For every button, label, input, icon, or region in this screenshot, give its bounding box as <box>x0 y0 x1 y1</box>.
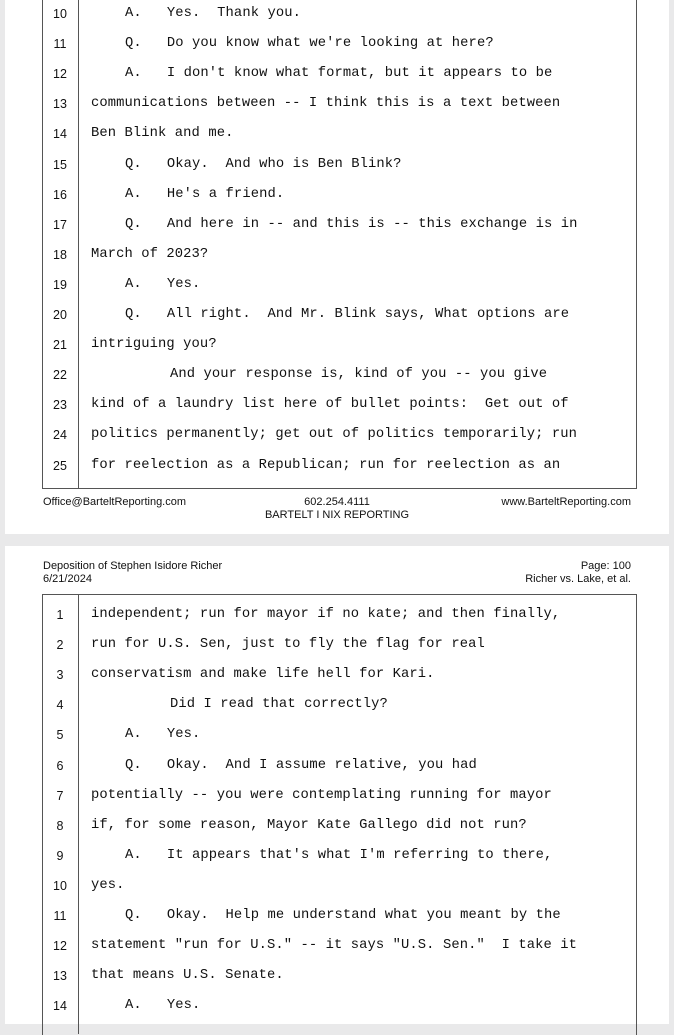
page-header <box>5 560 669 588</box>
line-number: 10 <box>53 7 67 21</box>
line-number: 4 <box>56 698 64 713</box>
line-text: And your response is, kind of you -- you give <box>170 367 548 383</box>
line-number: 7 <box>56 788 64 803</box>
transcript-line <box>5 212 669 242</box>
line-text: that means U.S. Senate. <box>91 968 284 984</box>
line-text: if, for some reason, Mayor Kate Gallego did not run? <box>91 817 527 833</box>
line-text: Q. Okay. And I assume relative, you had <box>125 757 477 773</box>
transcript-line <box>5 453 669 483</box>
transcript-line <box>5 993 669 1023</box>
line-number: 5 <box>56 728 64 743</box>
deposition-title: Deposition of Stephen Isidore Richer <box>43 560 223 572</box>
case-name: Richer vs. Lake, et al. <box>525 572 631 585</box>
line-number: 21 <box>53 338 67 353</box>
line-text: Q. Okay. Help me understand what you meant by the <box>125 908 561 923</box>
transcript-line <box>5 783 669 813</box>
line-text: run for U.S. Sen, just to fly the flag for real <box>91 637 485 653</box>
transcript-line <box>5 963 669 993</box>
transcript-line <box>5 422 669 452</box>
line-number: 2 <box>56 638 64 653</box>
line-text: yes. <box>91 877 125 893</box>
line-number: 25 <box>53 458 67 473</box>
deposition-date: 6/21/2024 <box>43 572 92 585</box>
transcript-line <box>5 632 669 662</box>
transcript-line <box>5 91 669 121</box>
footer-phone: 602.254.4111 <box>304 496 370 508</box>
line-number: 9 <box>56 848 64 863</box>
transcript-line <box>5 121 669 151</box>
page-footer <box>5 494 669 524</box>
line-text: kind of a laundry list here of bullet points: Get out of <box>91 397 569 413</box>
transcript-line <box>5 722 669 752</box>
transcript-page-2 <box>5 546 669 1024</box>
transcript-line <box>5 843 669 873</box>
line-text: conservatism and make life hell for Kari. <box>91 667 435 683</box>
transcript-line <box>5 272 669 302</box>
transcript-line <box>5 182 669 212</box>
transcript-line <box>5 933 669 963</box>
transcript-line <box>5 602 669 632</box>
line-number: 12 <box>53 67 67 82</box>
line-number: 11 <box>53 37 67 52</box>
transcript-line <box>5 662 669 692</box>
footer-website: www.BarteltReporting.com <box>501 496 631 508</box>
line-text: independent; run for mayor if no kate; and then finally, <box>91 607 561 622</box>
line-number: 11 <box>53 909 67 923</box>
line-text: politics permanently; get out of politics temporarily; run <box>91 427 578 443</box>
line-text: Q. And here in -- and this is -- this exchange is in <box>125 216 578 232</box>
footer-email: Office@BarteltReporting.com <box>43 496 187 508</box>
line-number: 20 <box>53 308 67 322</box>
line-text: for reelection as a Republican; run for reelection as an <box>91 457 561 473</box>
line-number: 13 <box>53 97 67 112</box>
line-number: 3 <box>56 668 64 683</box>
line-number: 14 <box>53 127 67 142</box>
header-left <box>43 560 222 585</box>
line-text: A. I don't know what format, but it appears to be <box>125 66 553 82</box>
header-right <box>525 560 631 585</box>
line-number: 24 <box>53 428 67 443</box>
transcript-line <box>5 31 669 61</box>
transcript-line <box>5 61 669 91</box>
transcript-line <box>5 873 669 903</box>
transcript-line <box>5 152 669 182</box>
line-text: A. It appears that's what I'm referring to there, <box>125 847 553 863</box>
transcript-line <box>5 302 669 332</box>
line-text: A. Yes. <box>125 998 201 1014</box>
line-number: 22 <box>53 368 67 383</box>
line-text: A. Yes. <box>125 276 201 292</box>
transcript-line <box>5 813 669 843</box>
transcript-line <box>5 362 669 392</box>
line-number: 17 <box>53 217 67 232</box>
transcript-line <box>5 392 669 422</box>
line-text: intriguing you? <box>91 337 217 353</box>
line-number: 1 <box>56 608 64 622</box>
line-number: 23 <box>53 398 67 413</box>
footer-company: BARTELT I NIX REPORTING <box>264 509 410 521</box>
line-number: 13 <box>53 969 67 984</box>
transcript-line <box>5 692 669 722</box>
line-number: 8 <box>56 818 64 833</box>
transcript-line <box>5 332 669 362</box>
transcript-line <box>5 753 669 783</box>
line-text: Ben Blink and me. <box>91 126 234 142</box>
line-text: communications between -- I think this is a text between <box>91 96 561 112</box>
line-number: 14 <box>53 999 67 1014</box>
line-text: A. Yes. <box>125 727 201 743</box>
line-text: A. Yes. Thank you. <box>125 6 301 21</box>
line-number: 16 <box>53 187 67 202</box>
line-text: March of 2023? <box>91 246 209 262</box>
line-text: potentially -- you were contemplating running for mayor <box>91 787 552 803</box>
transcript-line <box>5 242 669 272</box>
page-number: Page: 100 <box>580 560 631 572</box>
line-number: 15 <box>53 157 67 172</box>
line-text: Did I read that correctly? <box>170 697 388 713</box>
line-number: 12 <box>53 939 67 954</box>
line-text: Q. Do you know what we're looking at here? <box>125 36 494 52</box>
line-text: Q. All right. And Mr. Blink says, What options are <box>125 307 570 322</box>
line-number: 10 <box>53 878 67 893</box>
line-text: A. He's a friend. <box>125 186 285 202</box>
line-text: Q. Okay. And who is Ben Blink? <box>125 156 402 172</box>
transcript-line <box>5 1 669 31</box>
line-number: 18 <box>53 247 67 262</box>
line-text: statement "run for U.S." -- it says "U.S. Sen." I take it <box>91 938 578 954</box>
transcript-page-1 <box>5 0 669 534</box>
line-number: 19 <box>53 277 67 292</box>
transcript-line <box>5 903 669 933</box>
line-number: 6 <box>56 758 64 773</box>
